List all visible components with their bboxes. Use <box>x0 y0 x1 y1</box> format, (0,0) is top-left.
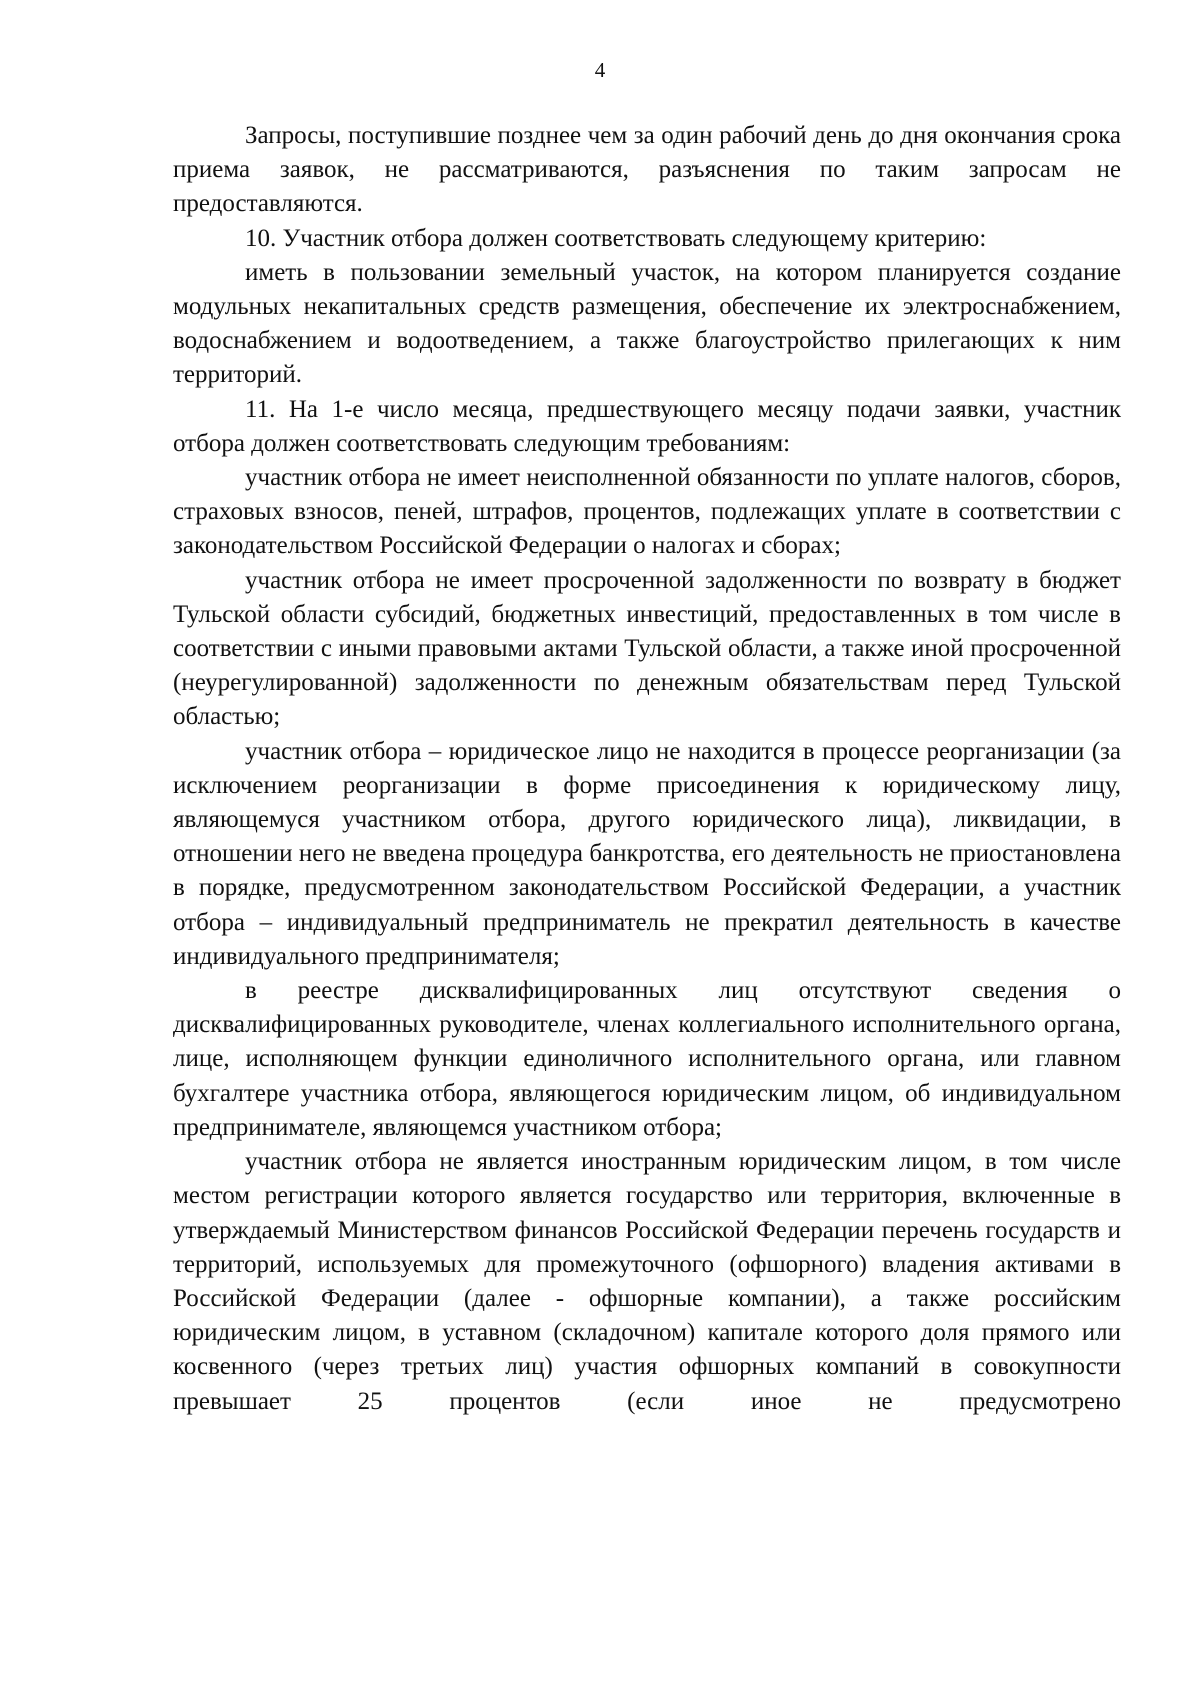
paragraph-requests-deadline: Запросы, поступившие позднее чем за один рабочий день до дня окончания срока приема заявок, не рассматриваются, разъяснения по таким запросам не предоставляются. <box>173 122 1121 218</box>
paragraph-land-plot-criterion: иметь в пользовании земельный участок, на котором планируется создание модульных некапитальных средств размещения, обеспечение их электроснабжением, водоснабжением и водоотведением, а также благоустройство прилегающих к ним территорий. <box>173 258 1121 389</box>
paragraph-offshore-requirement: участник отбора не является иностранным юридическим лицом, в том числе местом регистрации которого является государство или территория, включенные в утверждаемый Министерством финансов Российской Федерации перечень государств и территорий, используемых для промежуточного (офшорного) владения активами в Российской Федерации (далее - офшорные компании), а также российским юридическим лицом, в уставном (складочном) капитале которого доля прямого или косвенного (через третьих лиц) участия офшорных компаний в совокупности превышает 25 процентов (если иное не предусмотрено <box>173 1148 1121 1415</box>
paragraph-criterion-heading: 10. Участник отбора должен соответствовать следующему критерию: <box>245 224 987 252</box>
paragraph-reorganization-requirement: участник отбора – юридическое лицо не находится в процессе реорганизации (за исключением реорганизации в форме присоединения к юридическому лицу, являющемуся участником отбора, другого юридического лица), ликвидации, в отношении него не введена процедура банкротства, его деятельность не приостановлена в порядке, предусмотренном законодательством Российской Федерации, а участник отбора – индивидуальный предприниматель не прекратил деятельность в качестве индивидуального предпринимателя; <box>173 737 1121 970</box>
paragraph-budget-debt-requirement: участник отбора не имеет просроченной задолженности по возврату в бюджет Тульской области субсидий, бюджетных инвестиций, предоставленных в том числе в соответствии с иными правовыми актами Тульской области, а также иной просроченной (неурегулированной) задолженности по денежным обязательствам перед Тульской областью; <box>173 566 1121 731</box>
paragraph-tax-requirement: участник отбора не имеет неисполненной обязанности по уплате налогов, сборов, страховых взносов, пеней, штрафов, процентов, подлежащих уплате в соответствии с законодательством Российской Федерации о налогах и сборах; <box>173 464 1121 560</box>
paragraph-requirements-heading: 11. На 1-е число месяца, предшествующего месяцу подачи заявки, участник отбора должен соответствовать следующим требованиям: <box>173 395 1121 457</box>
document-body <box>173 119 1121 1419</box>
page-number: 4 <box>594 58 606 82</box>
paragraph-disqualified-persons-requirement: в реестре дисквалифицированных лиц отсутствуют сведения о дисквалифицированных руководителе, членах коллегиального исполнительного органа, лице, исполняющем функции единоличного исполнительного органа, или главном бухгалтере участника отбора, являющегося юридическим лицом, об индивидуальном предпринимателе, являющемся участником отбора; <box>173 977 1121 1141</box>
